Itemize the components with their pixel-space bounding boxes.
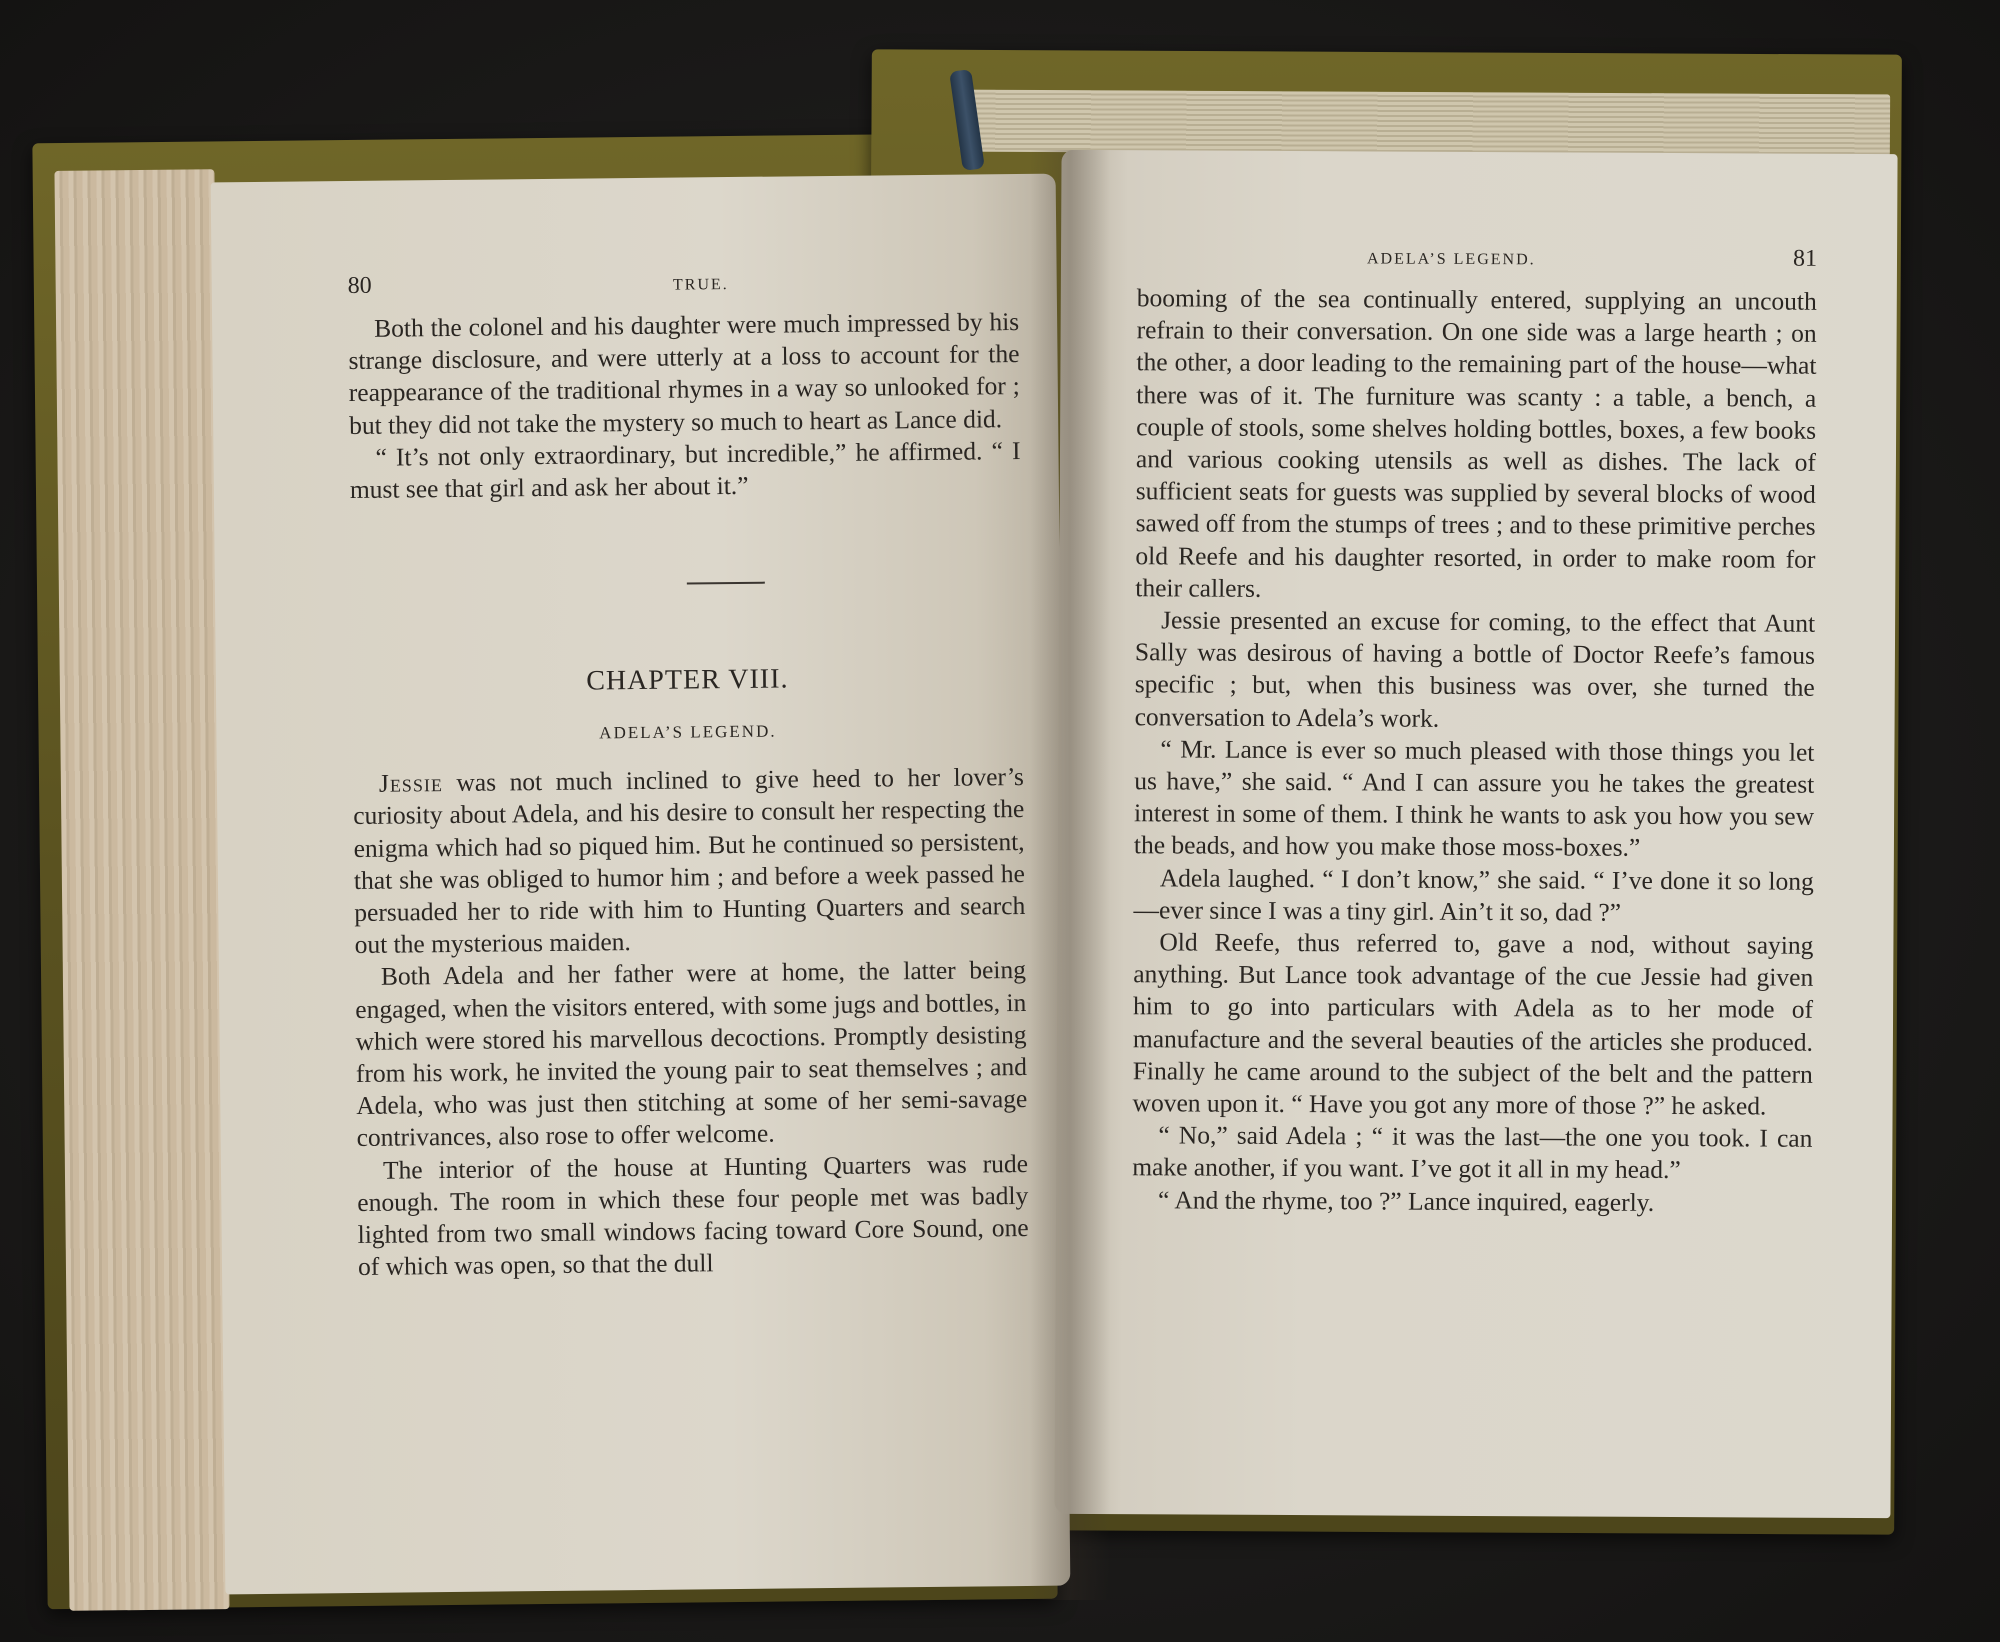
chapter-title: CHAPTER VIII. — [586, 663, 789, 697]
paragraph: Old Reefe, thus referred to, gave a nod, without saying anything. But Lance took advantage of the cue Jessie had given him to go into particulars with Adela as to her mode of manufacture and the several beauties of the articles she produced. Finally he came around to the subject of the belt and the pattern woven upon it. “ Have you got any more of those ?” he asked. — [1132, 927, 1814, 1121]
paragraph: “ No,” said Adela ; “ it was the last—the one you took. I can make another, if you want. I’ve got it all in my head.” — [1132, 1120, 1813, 1185]
drop-word: Jessie — [378, 768, 444, 798]
right-page — [1054, 150, 1897, 1518]
paragraph: Both Adela and her father were at home, the latter being engaged, when the visitors entered, with some jugs and bottles, in which were stored his marvellous decoctions. Promptly desisting from his work, he invited the young pair to seat themselves ; and Adela, who was just then stitching at some of her semi-savage contrivances, also rose to offer welcome. — [355, 955, 1028, 1153]
paragraph: Adela laughed. “ I don’t know,” she said. “ I’ve done it so long—ever since I was a tiny girl. Ain’t it so, dad ?” — [1133, 863, 1814, 927]
opening-text: was not much inclined to give heed to her lover’s curiosity about Adela, and his desire to consult her respecting the enigma which had so piqued him. But he continued so persistent, that she was obliged to humor him ; and before a week passed he persuaded her to ride with him to Hunting Quarters and search out the mysterious maiden. — [353, 762, 1026, 960]
paragraph: Both the colonel and his daughter were much impressed by his strange disclosure, and were utterly at a loss to account for the reappearance of the traditional rhymes in a way so unlooked for ; but they did not take the mystery so much to heart as Lance did. — [348, 307, 1020, 440]
paragraph: Jessie presented an excuse for coming, to the effect that Aunt Sally was desirous of having a bottle of Doctor Reefe’s famous specific ; but, when this business was over, she turned the conversation to Adela’s work. — [1134, 605, 1816, 733]
running-head: ADELA’S LEGEND. — [1366, 250, 1536, 269]
page-number: 80 — [347, 272, 372, 300]
chapter-opening-paragraph — [353, 761, 1026, 961]
running-head: TRUE. — [672, 276, 729, 294]
paragraph: “ It’s not only extraordinary, but incredible,” he affirmed. “ I must see that girl and ask her about it.” — [349, 435, 1021, 505]
page-edges-top — [960, 90, 1890, 157]
left-page-header — [348, 266, 1019, 313]
paragraph: “ And the rhyme, too ?” Lance inquired, eagerly. — [1158, 1185, 1655, 1217]
paragraph: booming of the sea continually entered, supplying an uncouth refrain to their conversation. On one side was a large hearth ; on the other, a door leading to the remaining part of the house—what there was of it. The furniture was scanty : a table, a bench, a couple of stools, some shelves holding bottles, boxes, a few books and various cooking utensils as well as dishes. The lack of sufficient seats for guests was supplied by several blocks of wood sawed off from the stumps of trees ; and to these primitive perches old Reefe and his daughter resorted, in order to make room for their callers. — [1135, 283, 1817, 603]
section-divider — [687, 582, 765, 585]
page-edges-left — [54, 169, 229, 1611]
paragraph: “ Mr. Lance is ever so much pleased with those things you let us have,” she said. “ And I can assure you he takes the greatest interest in some of them. I think he wants to ask you how you sew the beads, and how you make those moss-boxes.” — [1133, 734, 1815, 863]
paragraph: The interior of the house at Hunting Quarters was rude enough. The room in which these four people met was badly lighted from two small windows facing toward Core Sound, one of which was open, so that the dull — [357, 1148, 1029, 1282]
left-page — [211, 174, 1071, 1595]
right-page-header — [1137, 242, 1817, 286]
chapter-subtitle: ADELA’S LEGEND. — [599, 721, 777, 743]
page-number: 81 — [1792, 245, 1818, 272]
